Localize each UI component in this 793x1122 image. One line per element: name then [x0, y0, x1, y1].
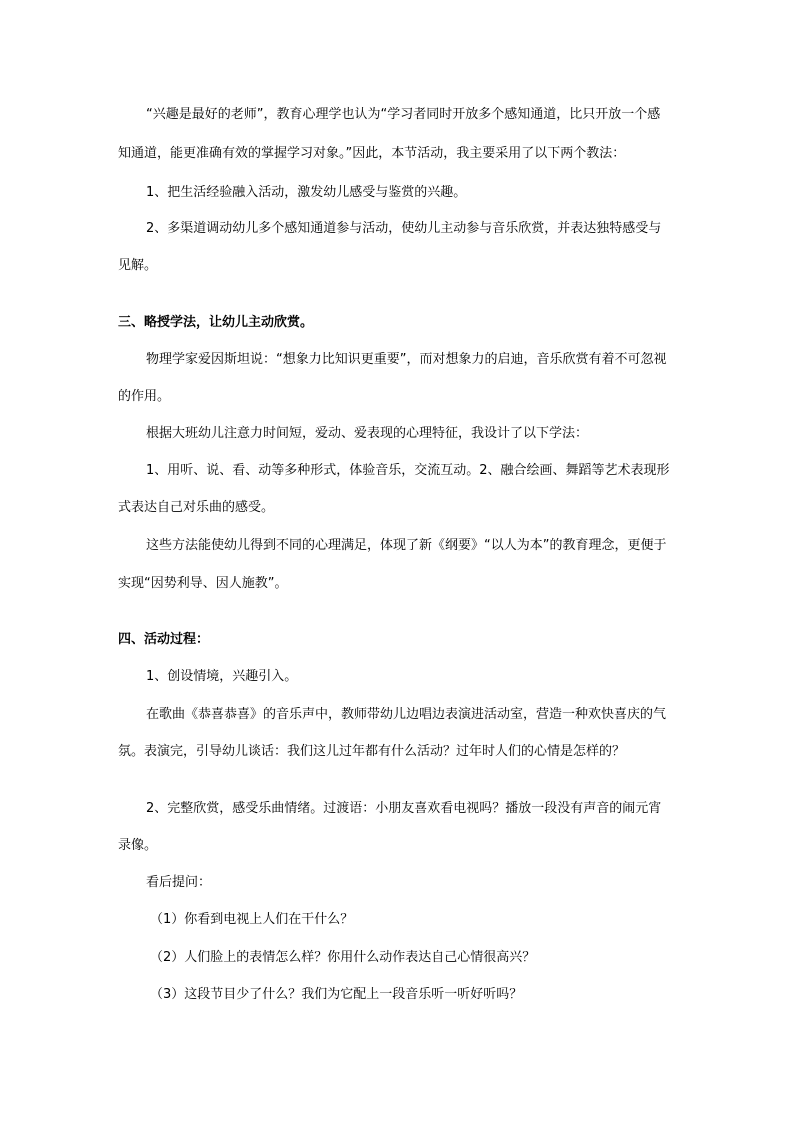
question-item: （1）你看到电视上人们在干什么？	[150, 912, 354, 927]
paragraph-line: 氛。表演完，引导幼儿谈话：我们这儿过年都有什么活动？过年时人们的心情是怎样的？	[118, 744, 626, 759]
paragraph-line: 在歌曲《恭喜恭喜》的音乐声中，教师带幼儿边唱边表演进活动室，营造一种欢快喜庆的气	[146, 707, 667, 722]
paragraph-line: 知通道，能更准确有效的掌握学习对象。”因此，本节活动，我主要采用了以下两个教法：	[118, 146, 626, 161]
paragraph-line: “兴趣是最好的老师”，教育心理学也认为“学习者同时开放多个感知通道，比只开放一个感	[146, 107, 661, 122]
paragraph-line: 式表达自己对乐曲的感受。	[118, 500, 275, 515]
paragraph-line: 录像。	[118, 838, 158, 853]
step-title: 2、完整欣赏，感受乐曲情绪。过渡语：小朋友喜欢看电视吗？播放一段没有声音的闹元宵	[146, 801, 662, 816]
method-item: 2、多渠道调动幼儿多个感知通道参与活动，使幼儿主动参与音乐欣赏，并表达独特感受与	[146, 221, 662, 236]
paragraph-line: 这些方法能使幼儿得到不同的心理满足，体现了新《纲要》“以人为本”的教育理念，更便于	[146, 538, 667, 553]
paragraph-line: 看后提问：	[146, 875, 212, 890]
paragraph-line: 的作用。	[118, 389, 171, 404]
paragraph-line: 根据大班幼儿注意力时间短，爱动、爱表现的心理特征，我设计了以下学法：	[146, 426, 589, 441]
paragraph-line: 实现“因势利导、因人施教”。	[118, 576, 288, 591]
step-title: 1、创设情境，兴趣引入。	[146, 669, 298, 684]
question-item: （2）人们脸上的表情怎么样？你用什么动作表达自己心情很高兴？	[150, 950, 536, 965]
question-item: （3）这段节目少了什么？我们为它配上一段音乐听一听好听吗？	[150, 987, 523, 1002]
method-item: 1、把生活经验融入活动，激发幼儿感受与鉴赏的兴趣。	[146, 185, 467, 200]
learning-method-item: 1、用听、说、看、动等多种形式，体验音乐，交流互动。2、融合绘画、舞蹈等艺术表现形	[146, 463, 670, 478]
paragraph-line: 物理学家爱因斯坦说：“想象力比知识更重要”，而对想象力的启迪，音乐欣赏有着不可忽视	[146, 352, 667, 367]
paragraph-line: 见解。	[118, 258, 158, 273]
section-heading: 三、略授学法，让幼儿主动欣赏。	[118, 315, 314, 330]
section-heading: 四、活动过程：	[118, 632, 210, 647]
